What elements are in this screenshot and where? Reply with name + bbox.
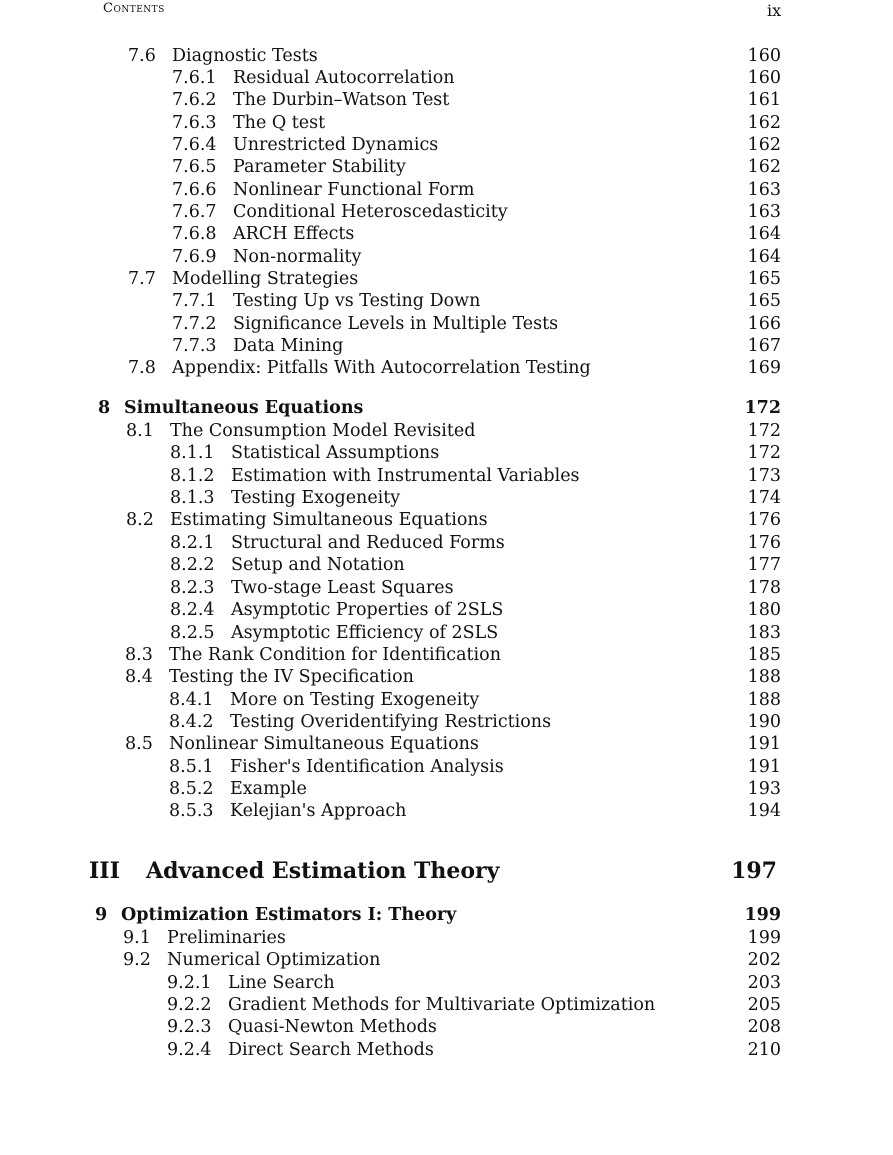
- toc-entry-number: 9.2.4: [167, 1040, 212, 1060]
- toc-entry-title: Structural and Reduced Forms: [231, 533, 505, 553]
- toc-entry-number: 8.5: [125, 734, 153, 754]
- toc-entry-page: 174: [747, 488, 781, 508]
- toc-entry-page: 193: [747, 779, 781, 799]
- toc-entry-title: Line Search: [228, 973, 335, 993]
- toc-entry-page: 160: [747, 46, 781, 66]
- toc-entry-title: Preliminaries: [167, 928, 286, 948]
- toc-entry-page: 165: [747, 269, 781, 289]
- toc-entry-number: 8.5.3: [169, 801, 214, 821]
- toc-entry-page: 180: [747, 600, 781, 620]
- toc-entry-number: 9: [95, 905, 108, 925]
- toc-entry-number: 7.7.2: [172, 314, 217, 334]
- toc-entry-page: 191: [747, 734, 781, 754]
- toc-entry-title: Significance Levels in Multiple Tests: [233, 314, 559, 334]
- toc-entry-number: 9.2.1: [167, 973, 212, 993]
- toc-entry-number: 8.3: [125, 645, 153, 665]
- toc-entry-number: 8.5.1: [169, 757, 214, 777]
- toc-entry-title: Estimation with Instrumental Variables: [231, 466, 580, 486]
- toc-entry-number: 8.1.2: [170, 466, 215, 486]
- toc-entry-page: 185: [747, 645, 781, 665]
- toc-entry-title: Modelling Strategies: [172, 269, 359, 289]
- toc-entry-page: 176: [747, 533, 781, 553]
- toc-entry-number: 8.2.2: [170, 555, 215, 575]
- toc-entry-number: 8.4.1: [169, 690, 214, 710]
- toc-entry-number: 7.7.1: [172, 291, 217, 311]
- toc-entry-page: 188: [747, 667, 781, 687]
- toc-entry-number: 8.4: [125, 667, 153, 687]
- toc-entry-title: Testing Up vs Testing Down: [233, 291, 481, 311]
- toc-entry-title: Nonlinear Simultaneous Equations: [169, 734, 479, 754]
- toc-entry-page: 190: [747, 712, 781, 732]
- toc-entry-title: Nonlinear Functional Form: [233, 180, 475, 200]
- toc-entry-page: 177: [747, 555, 781, 575]
- toc-entry-number: 7.6.7: [172, 202, 217, 222]
- toc-entry-page: 173: [747, 466, 781, 486]
- toc-entry-title: Testing the IV Specification: [169, 667, 414, 687]
- toc-entry-title: Optimization Estimators I: Theory: [121, 905, 457, 925]
- toc-entry-page: 163: [747, 202, 781, 222]
- toc-entry-number: 7.8: [128, 358, 156, 378]
- toc-entry-title: Setup and Notation: [231, 555, 405, 575]
- toc-entry-page: 208: [747, 1017, 781, 1037]
- toc-entry-page: 199: [747, 928, 781, 948]
- toc-entry-title: Residual Autocorrelation: [233, 68, 455, 88]
- toc-entry-title: Testing Exogeneity: [231, 488, 401, 508]
- toc-entry-number: 8.2.5: [170, 623, 215, 643]
- toc-entry-title: Non-normality: [233, 247, 362, 267]
- toc-entry-number: 7.6: [128, 46, 156, 66]
- toc-entry-page: 164: [747, 224, 781, 244]
- toc-entry-page: 164: [747, 247, 781, 267]
- toc-entry-title: ARCH Effects: [233, 224, 355, 244]
- toc-entry-page: 172: [747, 443, 781, 463]
- toc-entry-page: 203: [747, 973, 781, 993]
- toc-entry-number: 7.6.2: [172, 90, 217, 110]
- toc-entry-page: 162: [747, 113, 781, 133]
- toc-entry-title: Example: [230, 779, 307, 799]
- toc-entry-number: 8.1.3: [170, 488, 215, 508]
- toc-entry-title: Asymptotic Properties of 2SLS: [231, 600, 504, 620]
- toc-entry-title: Diagnostic Tests: [172, 46, 318, 66]
- running-header-title: Contents: [103, 1, 165, 16]
- toc-entry-title: The Consumption Model Revisited: [170, 421, 476, 441]
- toc-entry-number: 7.6.4: [172, 135, 217, 155]
- toc-entry-title: Conditional Heteroscedasticity: [233, 202, 508, 222]
- toc-entry-page: 161: [747, 90, 781, 110]
- toc-entry-number: 7.6.1: [172, 68, 217, 88]
- toc-entry-number: 7.6.9: [172, 247, 217, 267]
- toc-entry-page: 194: [747, 801, 781, 821]
- toc-entry-title: Gradient Methods for Multivariate Optimization: [228, 995, 656, 1015]
- toc-entry-number: 7.7.3: [172, 336, 217, 356]
- toc-entry-page: 166: [747, 314, 781, 334]
- toc-entry-title: Data Mining: [233, 336, 344, 356]
- toc-entry-number: 7.6.5: [172, 157, 217, 177]
- toc-entry-page: 197: [731, 858, 777, 884]
- toc-entry-number: 8.1.1: [170, 443, 215, 463]
- toc-entry-title: Estimating Simultaneous Equations: [170, 510, 488, 530]
- toc-entry-number: 7.6.3: [172, 113, 217, 133]
- toc-entry-title: Numerical Optimization: [167, 950, 381, 970]
- toc-entry-number: 8.4.2: [169, 712, 214, 732]
- toc-entry-page: 191: [747, 757, 781, 777]
- toc-entry-title: Testing Overidentifying Restrictions: [230, 712, 552, 732]
- toc-entry-page: 172: [744, 398, 781, 418]
- toc-entry-title: Direct Search Methods: [228, 1040, 434, 1060]
- toc-entry-page: 210: [747, 1040, 781, 1060]
- toc-entry-title: Fisher's Identification Analysis: [230, 757, 504, 777]
- toc-entry-title: Unrestricted Dynamics: [233, 135, 439, 155]
- toc-entry-page: 183: [747, 623, 781, 643]
- toc-entry-number: III: [89, 858, 120, 884]
- toc-entry-title: Two-stage Least Squares: [231, 578, 454, 598]
- toc-entry-title: Simultaneous Equations: [124, 398, 364, 418]
- toc-entry-number: 8.1: [126, 421, 154, 441]
- toc-entry-title: Asymptotic Efficiency of 2SLS: [231, 623, 499, 643]
- toc-entry-title: Kelejian's Approach: [230, 801, 407, 821]
- toc-entry-title: The Q test: [233, 113, 326, 133]
- toc-entry-number: 9.1: [123, 928, 151, 948]
- toc-entry-page: 176: [747, 510, 781, 530]
- toc-entry-page: 199: [744, 905, 781, 925]
- toc-entry-number: 9.2.2: [167, 995, 212, 1015]
- toc-entry-page: 163: [747, 180, 781, 200]
- toc-entry-number: 7.6.8: [172, 224, 217, 244]
- toc-entry-number: 9.2.3: [167, 1017, 212, 1037]
- toc-entry-page: 172: [747, 421, 781, 441]
- toc-entry-title: The Durbin–Watson Test: [233, 90, 450, 110]
- toc-entry-title: More on Testing Exogeneity: [230, 690, 480, 710]
- toc-entry-page: 167: [747, 336, 781, 356]
- toc-entry-number: 9.2: [123, 950, 151, 970]
- toc-entry-page: 165: [747, 291, 781, 311]
- running-header-page-number: ix: [767, 1, 782, 20]
- toc-entry-number: 8.2.3: [170, 578, 215, 598]
- toc-entry-title: Advanced Estimation Theory: [146, 858, 500, 884]
- toc-entry-page: 162: [747, 135, 781, 155]
- toc-entry-title: Parameter Stability: [233, 157, 406, 177]
- toc-entry-number: 7.6.6: [172, 180, 217, 200]
- toc-entry-title: Quasi-Newton Methods: [228, 1017, 437, 1037]
- toc-entry-page: 169: [747, 358, 781, 378]
- toc-entry-page: 162: [747, 157, 781, 177]
- toc-entry-page: 178: [747, 578, 781, 598]
- toc-entry-page: 188: [747, 690, 781, 710]
- toc-entry-page: 202: [747, 950, 781, 970]
- toc-entry-title: The Rank Condition for Identification: [169, 645, 501, 665]
- toc-entry-title: Appendix: Pitfalls With Autocorrelation Testing: [172, 358, 591, 378]
- toc-entry-page: 205: [747, 995, 781, 1015]
- toc-entry-number: 7.7: [128, 269, 156, 289]
- toc-entry-number: 8.2.1: [170, 533, 215, 553]
- toc-entry-page: 160: [747, 68, 781, 88]
- toc-entry-number: 8: [98, 398, 111, 418]
- toc-entry-number: 8.5.2: [169, 779, 214, 799]
- toc-entry-title: Statistical Assumptions: [231, 443, 440, 463]
- toc-entry-number: 8.2: [126, 510, 154, 530]
- toc-entry-number: 8.2.4: [170, 600, 215, 620]
